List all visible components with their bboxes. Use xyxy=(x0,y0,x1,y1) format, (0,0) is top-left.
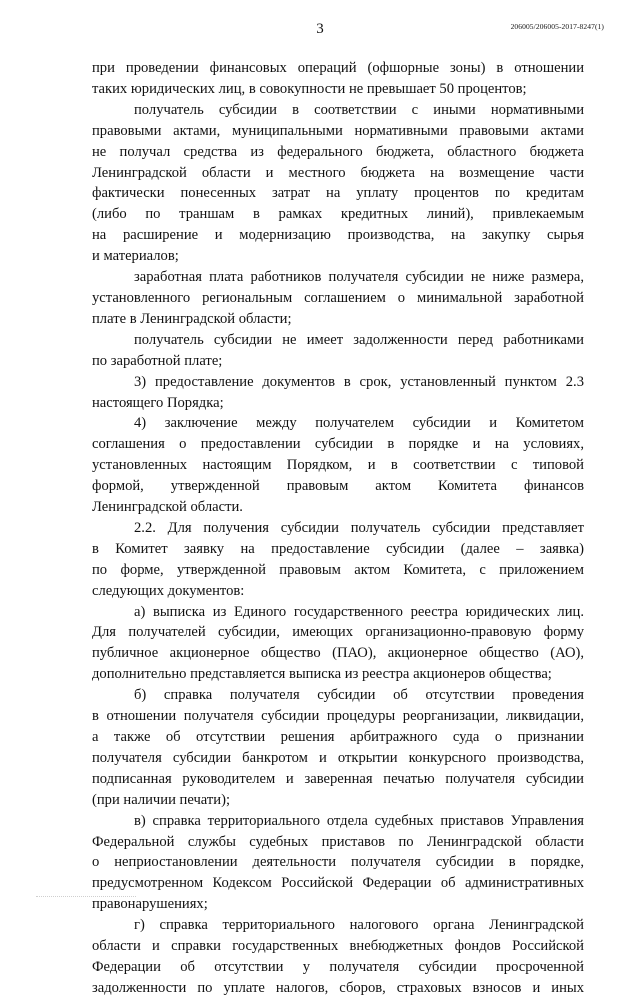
text-line: следующих документов: xyxy=(92,582,245,599)
text-line: плате в Ленинградской области; xyxy=(92,310,292,327)
document-id: 206005/206005-2017-8247(1) xyxy=(510,22,604,31)
text-line: формой, утвержденной правовым актом Комитета финансов xyxy=(92,478,584,495)
text-line: 2.2. Для получения субсидии получатель субсидии представляет xyxy=(134,519,584,536)
text-line: подписанная руководителем и заверенная печатью получателя субсидии xyxy=(92,770,584,787)
text-line: задолженности по уплате налогов, сборов, страховых взносов и иных xyxy=(92,979,584,996)
text-line: о неприостановлении деятельности получателя субсидии в порядке, xyxy=(92,854,584,871)
text-line: Ленинградской области и местного бюджета на возмещение части xyxy=(92,164,584,181)
text-line: в) справка территориального отдела судебных приставов Управления xyxy=(134,812,584,829)
text-line: настоящего Порядка; xyxy=(92,394,224,411)
text-line: Федеральной службы судебных приставов по Ленинградской области xyxy=(92,833,584,850)
text-line: при проведении финансовых операций (офшорные зоны) в отношении xyxy=(92,60,584,76)
text-line: (либо по траншам в рамках кредитных линий), привлекаемым xyxy=(92,206,584,223)
text-line: установленного региональным соглашением о минимальной заработной xyxy=(92,289,584,306)
document-body xyxy=(92,58,584,999)
text-line: а также об отсутствии решения арбитражного суда о признании xyxy=(92,729,584,745)
text-line: получателя субсидии банкротом и открытии конкурсного производства, xyxy=(92,749,584,766)
text-line: 3) предоставление документов в срок, установленный пунктом 2.3 xyxy=(134,373,584,390)
text-line: по форме, утвержденной правовым актом Комитета, с приложением xyxy=(92,561,584,578)
scan-edge-mark xyxy=(36,896,136,905)
text-line: правонарушениях; xyxy=(92,896,208,913)
text-line: получатель субсидии в соответствии с иными нормативными xyxy=(134,101,584,118)
text-line: предусмотренном Кодексом Российской Федерации об административных xyxy=(92,875,584,892)
text-line: заработная плата работников получателя субсидии не ниже размера, xyxy=(134,269,584,286)
text-line: получатель субсидии не имеет задолженности перед работниками xyxy=(134,331,584,348)
text-line: Для получателей субсидии, имеющих организационно-правовую форму xyxy=(92,624,584,641)
text-line: установленных настоящим Порядком, и в соответствии с типовой xyxy=(92,457,584,474)
text-line: соглашения о предоставлении субсидии в порядке и на условиях, xyxy=(92,436,584,453)
text-line: в Комитет заявку на предоставление субсидии (далее – заявка) xyxy=(92,540,584,557)
page-number: 3 xyxy=(316,21,324,37)
text-line: фактически понесенных затрат на уплату процентов по кредитам xyxy=(92,185,584,202)
text-line: дополнительно представляется выписка из реестра акционеров общества; xyxy=(92,666,552,683)
text-line: 4) заключение между получателем субсидии и Комитетом xyxy=(134,415,584,432)
text-line: и материалов; xyxy=(92,248,179,265)
text-line: б) справка получателя субсидии об отсутствии проведения xyxy=(134,687,584,704)
text-line: по заработной плате; xyxy=(92,352,223,369)
text-line: а) выписка из Единого государственного реестра юридических лиц. xyxy=(134,603,584,620)
text-line: (при наличии печати); xyxy=(92,791,231,808)
text-line: не получал средства из федерального бюджета, областного бюджета xyxy=(92,143,584,160)
text-line: в отношении получателя субсидии процедуры реорганизации, ликвидации, xyxy=(92,708,584,725)
text-line: публичное акционерное общество (ПАО), акционерное общество (АО), xyxy=(92,645,584,662)
text-line: Ленинградской области. xyxy=(92,499,243,516)
text-line: Федерации об отсутствии у получателя субсидии просроченной xyxy=(92,958,584,975)
text-line: области и справки государственных внебюджетных фондов Российской xyxy=(92,938,584,955)
text-line: на расширение и модернизацию производства, на закупку сырья xyxy=(92,227,584,244)
text-line: правовыми актами, муниципальными нормативными правовыми актами xyxy=(92,122,584,139)
text-line: г) справка территориального налогового органа Ленинградской xyxy=(134,917,584,934)
text-line: таких юридических лиц, в совокупности не превышает 50 процентов; xyxy=(92,80,527,97)
